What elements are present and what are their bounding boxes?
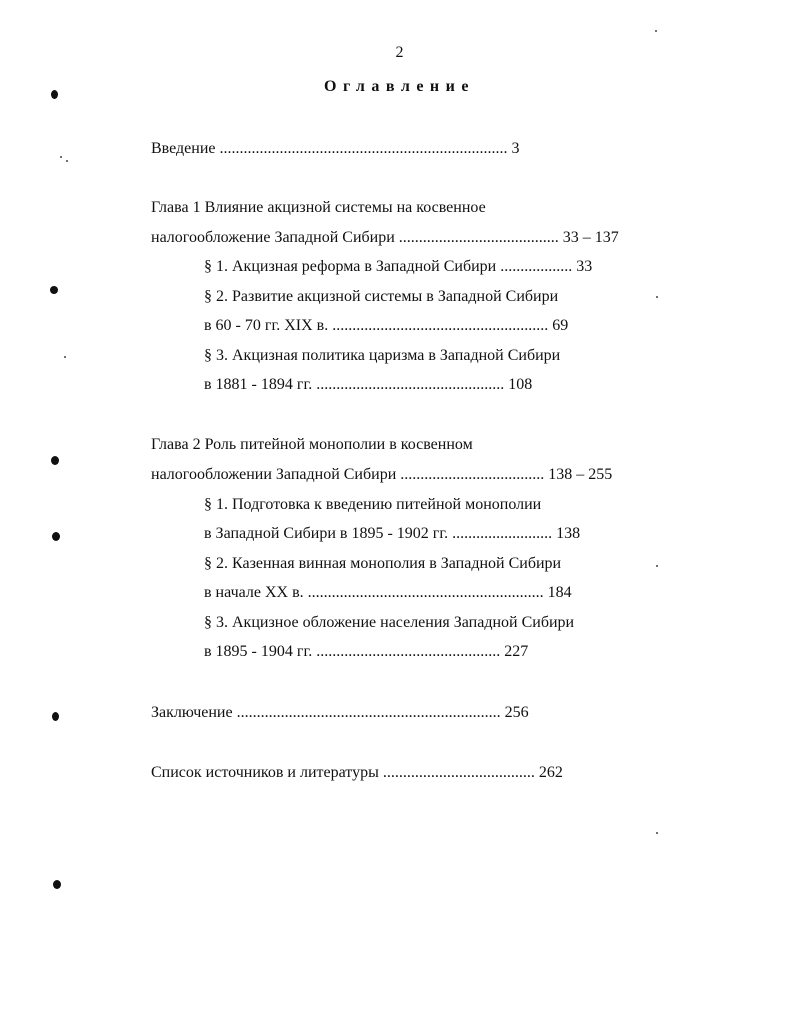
scan-mark (53, 880, 61, 889)
toc-ch2-section-3-title: § 3. Акцизное обложение населения Западной Сибири (204, 614, 575, 631)
toc-ch2-section-2-pages: в начале XX в. ........................................................... 184 (204, 584, 572, 601)
scan-mark (64, 356, 66, 358)
scan-mark (60, 156, 62, 158)
toc-ch1-section-2-pages: в 60 - 70 гг. XIX в. ...................................................... 69 (204, 317, 569, 334)
scan-mark (656, 832, 658, 834)
toc-entry-sources: Список источников и литературы ...................................... 262 (151, 764, 563, 781)
scan-mark (66, 160, 68, 162)
toc-ch1-section-1: § 1. Акцизная реформа в Западной Сибири .................. 33 (204, 258, 593, 275)
toc-ch1-section-3-pages: в 1881 - 1894 гг. ............................................... 108 (204, 376, 533, 393)
scan-mark (52, 532, 60, 541)
toc-ch2-section-1-pages: в Западной Сибири в 1895 - 1902 гг. ......................... 138 (204, 525, 581, 542)
scan-mark (656, 296, 658, 298)
page-number: 2 (395, 44, 404, 61)
toc-chapter-1-title: Глава 1 Влияние акцизной системы на косвенное (151, 199, 486, 216)
toc-chapter-2-pages: налогообложении Западной Сибири .................................... 138 – 255 (151, 466, 613, 483)
page-title: Оглавление (324, 78, 475, 95)
toc-ch2-section-1-title: § 1. Подготовка к введению питейной монополии (204, 496, 542, 513)
scan-mark (52, 712, 59, 721)
toc-ch2-section-2-title: § 2. Казенная винная монополия в Западной Сибири (204, 555, 562, 572)
scan-mark (655, 30, 657, 32)
toc-ch1-section-2-title: § 2. Развитие акцизной системы в Западной Сибири (204, 288, 559, 305)
toc-entry-conclusion: Заключение .................................................................. 256 (151, 704, 529, 721)
scan-mark (51, 90, 58, 99)
scan-mark (656, 565, 658, 567)
scan-mark (51, 456, 59, 465)
toc-entry-intro: Введение ........................................................................ 3 (151, 140, 520, 157)
toc-chapter-1-pages: налогообложение Западной Сибири ........................................ 33 – 137 (151, 229, 619, 246)
toc-ch1-section-3-title: § 3. Акцизная политика царизма в Западной Сибири (204, 347, 561, 364)
scan-mark (50, 286, 58, 294)
toc-ch2-section-3-pages: в 1895 - 1904 гг. .............................................. 227 (204, 643, 529, 660)
toc-chapter-2-title: Глава 2 Роль питейной монополии в косвенном (151, 436, 473, 453)
